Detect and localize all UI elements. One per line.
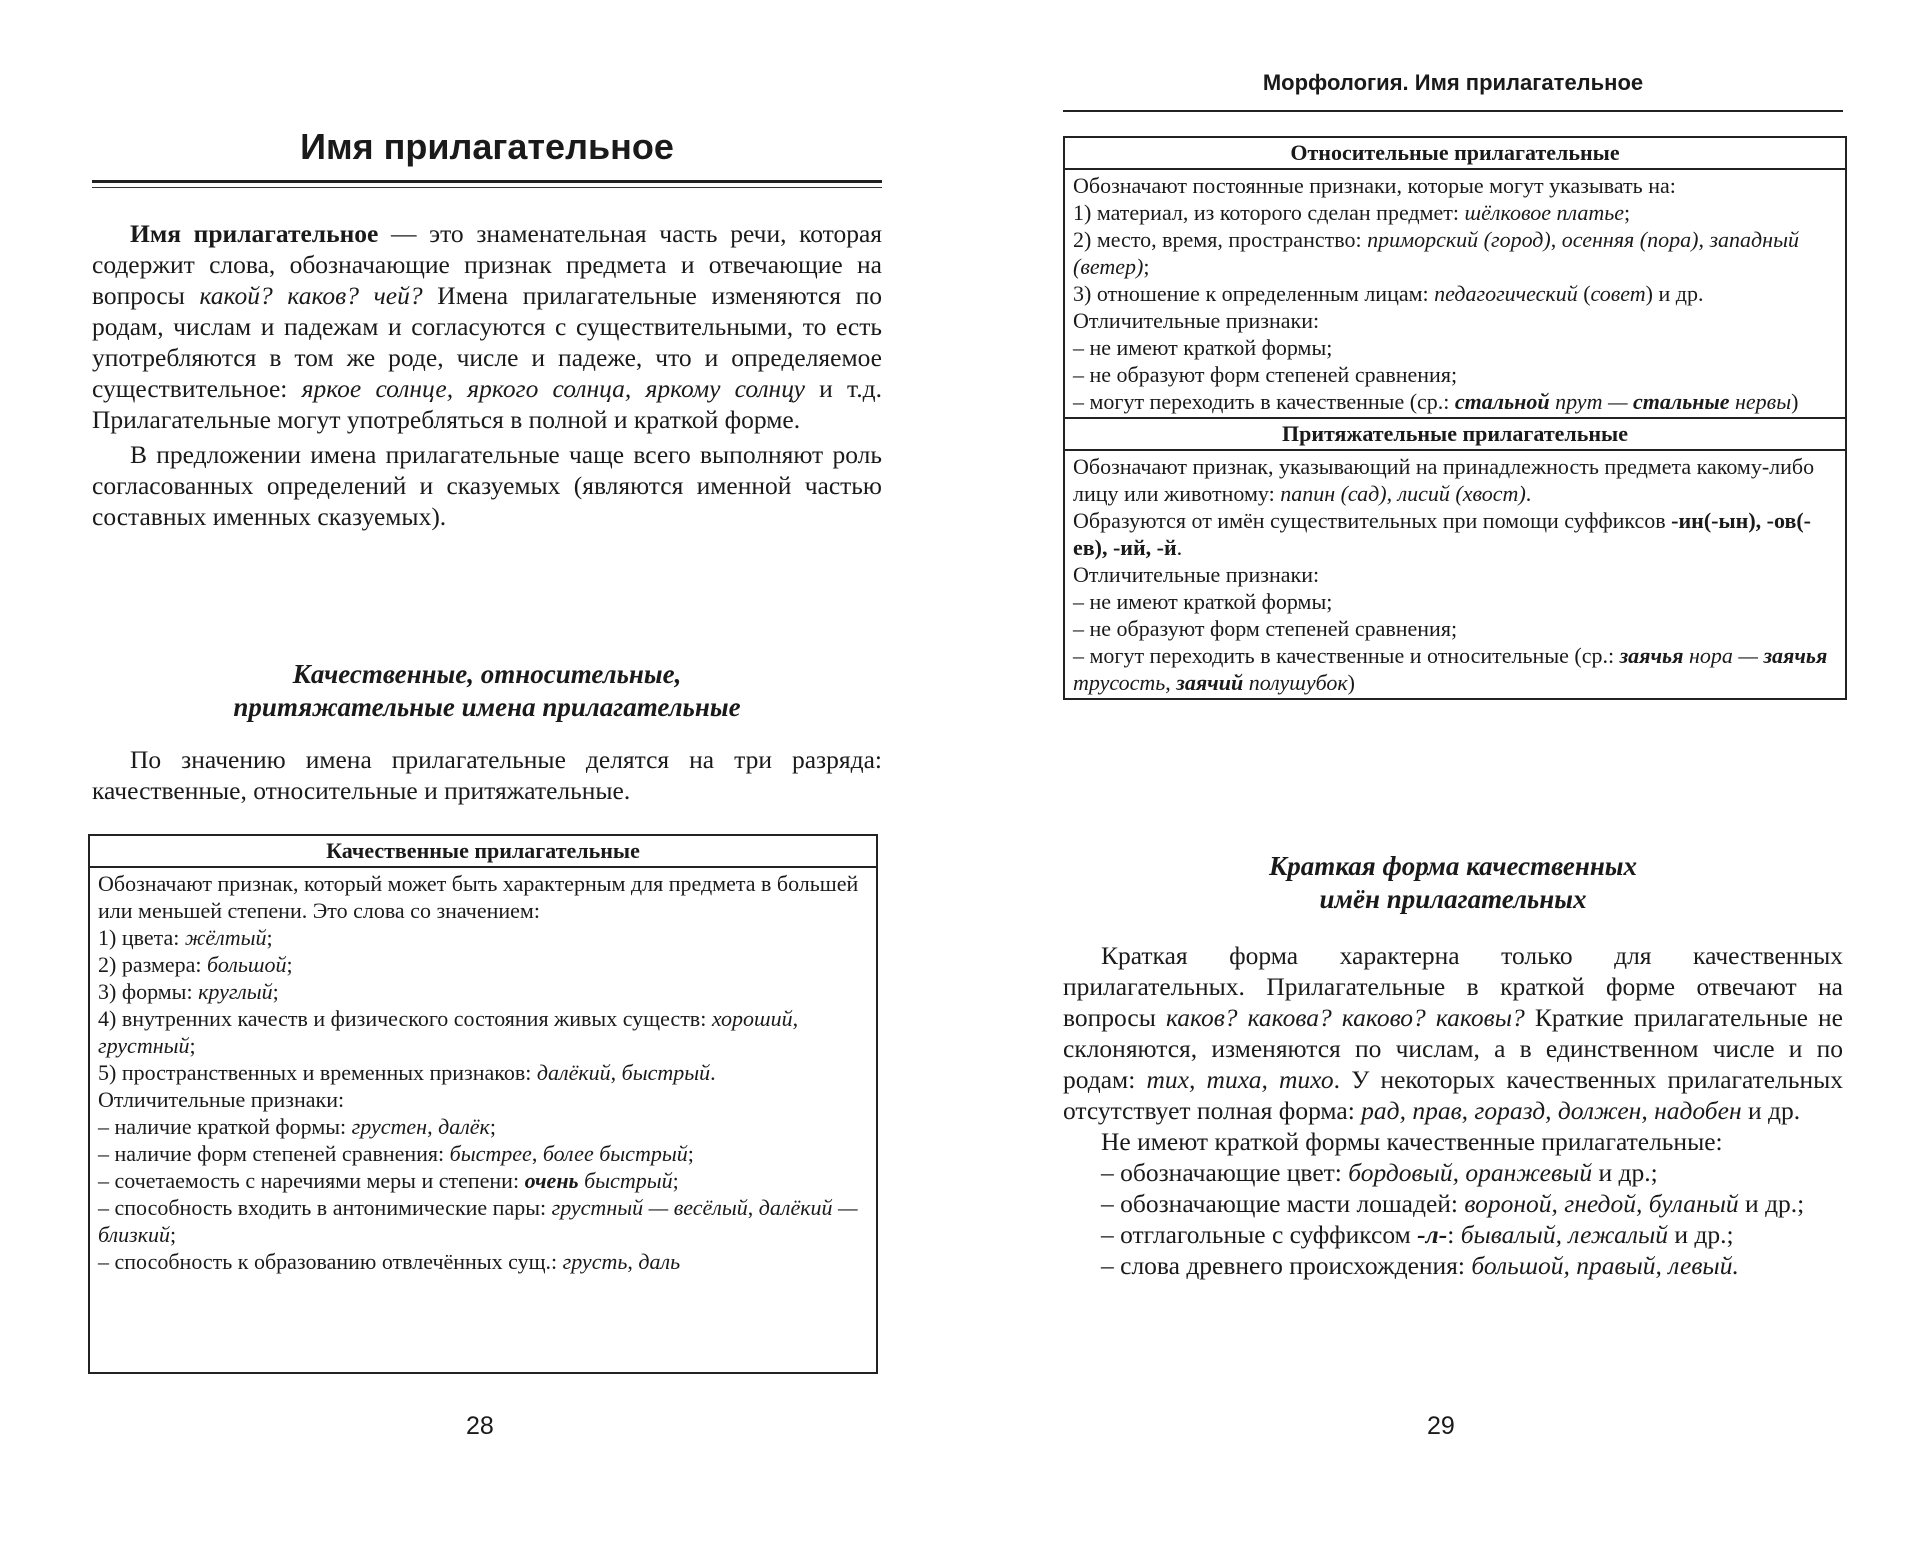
box-line: Обозначают признак, который может быть характерным для предмета в большей или меньшей степени. Это слова со значением: <box>98 871 859 923</box>
box-line: Отличительные признаки: <box>98 1087 345 1112</box>
intro-text <box>92 218 882 532</box>
box-line: 1) материал, из которого сделан предмет: шёлковое платье; <box>1073 200 1631 225</box>
subheading-line-1: Краткая форма качественных <box>1268 851 1638 881</box>
box-line: 3) отношение к определенным лицам: педагогический (совет) и др. <box>1073 281 1704 306</box>
classes-paragraph <box>92 744 882 806</box>
box-line: – не образуют форм степеней сравнения; <box>1073 362 1458 387</box>
box-line: Отличительные признаки: <box>1073 308 1320 333</box>
box-line: – сочетаемость с наречиями меры и степени: очень быстрый; <box>98 1168 679 1193</box>
box-line: Обозначают признак, указывающий на принадлежность предмета какому-либо лицу или животному: папин (сад), лисий (хвост). <box>1073 454 1815 506</box>
relative-box-header: Относительные прилагательные <box>1065 138 1845 170</box>
box-line: – не образуют форм степеней сравнения; <box>1073 616 1458 641</box>
relative-box-body <box>1065 170 1845 417</box>
right-page <box>957 0 1914 1545</box>
page-number: 28 <box>466 1412 494 1440</box>
list-item: – слова древнего происхождения: большой, правый, левый. <box>1101 1251 1739 1280</box>
box-line: – наличие форм степеней сравнения: быстрее, более быстрый; <box>98 1141 694 1166</box>
box-line: 5) пространственных и временных признаков: далёкий, быстрый. <box>98 1060 716 1085</box>
relative-box <box>1063 136 1847 700</box>
intro-paragraph-1: Имя прилагательное — это знаменательная часть речи, которая содержит слова, обозначающие признак предмета и отвечающие на вопросы какой? каков? чей? Имена прилагательные изменяются по родам, числам и падежам и согласуются с существительными, то есть употребляются в том же роде, числе и падеже, что и определяемое существительное: яркое солнце, яркого солнца, яркому солнцу и т.д. Прилагательные могут употребляться в полной и краткой форме. <box>92 219 882 434</box>
possessive-box-header: Притяжательные прилагательные <box>1065 417 1845 451</box>
subheading-line-2: притяжательные имена прилагательные <box>233 692 741 722</box>
section-subheading <box>92 658 882 724</box>
title-double-rule <box>92 180 882 186</box>
page-number: 29 <box>1427 1412 1455 1440</box>
qualitative-box-header: Качественные прилагательные <box>90 836 876 868</box>
list-item: – отглагольные с суффиксом -л-: бывалый, лежалый и др.; <box>1101 1220 1734 1249</box>
list-item: – обозначающие масти лошадей: вороной, гнедой, буланый и др.; <box>1101 1189 1805 1218</box>
box-line: 1) цвета: жёлтый; <box>98 925 273 950</box>
box-line: – не имеют краткой формы; <box>1073 589 1333 614</box>
box-line: – могут переходить в качественные и относительные (ср.: заячья нора — заячья трусость, заячий полушубок) <box>1073 643 1828 695</box>
list-item: – обозначающие цвет: бордовый, оранжевый и др.; <box>1101 1158 1658 1187</box>
box-line: – способность к образованию отвлечённых сущ.: грусть, даль <box>98 1249 681 1274</box>
qualitative-box-body <box>90 868 876 1277</box>
box-line: Отличительные признаки: <box>1073 562 1320 587</box>
possessive-box-body <box>1065 451 1845 698</box>
qualitative-box <box>88 834 878 1374</box>
running-header: Морфология. Имя прилагательное <box>1262 70 1644 95</box>
header-rule <box>1063 110 1843 112</box>
short-form-paragraph: Краткая форма характерна только для качественных прилагательных. Прилагательные в краткой форме отвечают на вопросы каков? какова? каково? каковы? Краткие прилагательные не склоняются, изменяются по числам, а в единственном числе и по родам: тих, тиха, тихо. У некоторых качественных прилагательных отсутствует полная форма: рад, прав, горазд, должен, надобен и др. <box>1063 941 1843 1125</box>
box-line: – могут переходить в качественные (ср.: стальной прут — стальные нервы) <box>1073 389 1799 414</box>
intro-paragraph-2: В предложении имена прилагательные чаще всего выполняют роль согласованных определений и сказуемых (являются именной частью составных именных сказуемых). <box>92 440 882 531</box>
subheading-line-2: имён прилагательных <box>1319 884 1587 914</box>
short-form-text <box>1063 940 1843 1281</box>
chapter-title: Имя прилагательное <box>300 126 674 167</box>
box-line: 4) внутренних качеств и физического состояния живых существ: хороший, грустный; <box>98 1006 799 1058</box>
classes-text: По значению имена прилагательные делятся на три разряда: качественные, относительные и притяжательные. <box>92 745 882 805</box>
box-line: Обозначают постоянные признаки, которые могут указывать на: <box>1073 173 1676 198</box>
short-form-subheading <box>1063 850 1843 916</box>
box-line: 2) размера: большой; <box>98 952 293 977</box>
box-line: 3) формы: круглый; <box>98 979 279 1004</box>
subheading-line-1: Качественные, относительные, <box>292 659 682 689</box>
box-line: – способность входить в антонимические пары: грустный — весёлый, далёкий — близкий; <box>98 1195 858 1247</box>
box-line: 2) место, время, пространство: приморский (город), осенняя (пора), западный (ветер); <box>1073 227 1799 279</box>
box-line: – не имеют краткой формы; <box>1073 335 1333 360</box>
box-line: – наличие краткой формы: грустен, далёк; <box>98 1114 496 1139</box>
box-line: Образуются от имён существительных при помощи суффиксов -ин(-ын), -ов(-ев), -ий, -й. <box>1073 508 1811 560</box>
no-short-form-intro: Не имеют краткой формы качественные прилагательные: <box>1101 1127 1723 1156</box>
